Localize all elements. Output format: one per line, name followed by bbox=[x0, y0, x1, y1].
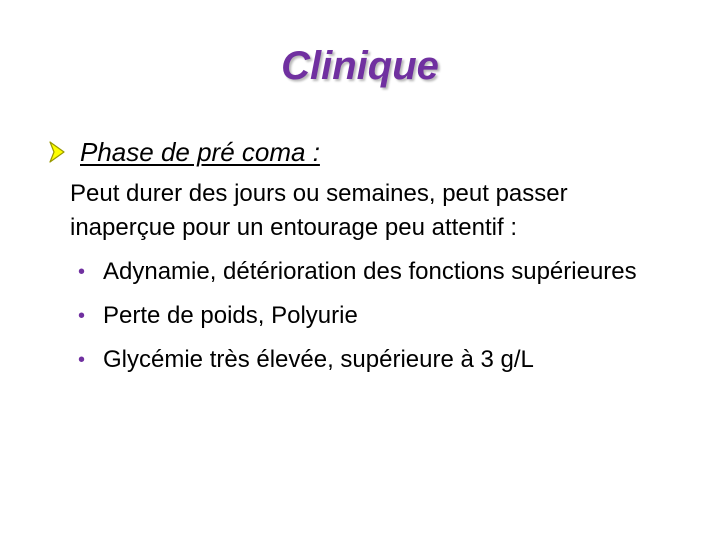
slide-title: Clinique bbox=[281, 44, 439, 88]
arrow-right-icon bbox=[48, 139, 66, 165]
list-item-text: Perte de poids, Polyurie bbox=[103, 302, 358, 329]
intro-paragraph bbox=[70, 177, 700, 245]
bullet-dot-icon: • bbox=[78, 349, 86, 371]
intro-paragraph-line-2: inaperçue pour un entourage peu attentif : bbox=[70, 214, 517, 241]
list-item-text: Glycémie très élevée, supérieure à 3 g/L bbox=[103, 346, 534, 373]
list-item bbox=[70, 255, 700, 289]
intro-paragraph-line-1: Peut durer des jours ou semaines, peut passer bbox=[70, 180, 568, 207]
section-heading: Phase de pré coma : bbox=[80, 137, 320, 167]
section-heading-row bbox=[48, 134, 320, 170]
bullet-dot-icon: • bbox=[78, 261, 86, 283]
list-item bbox=[70, 299, 700, 333]
symptom-list bbox=[70, 255, 700, 387]
bullet-dot-icon: • bbox=[78, 305, 86, 327]
list-item-text: Adynamie, détérioration des fonctions supérieures bbox=[103, 258, 637, 285]
list-item bbox=[70, 343, 700, 377]
